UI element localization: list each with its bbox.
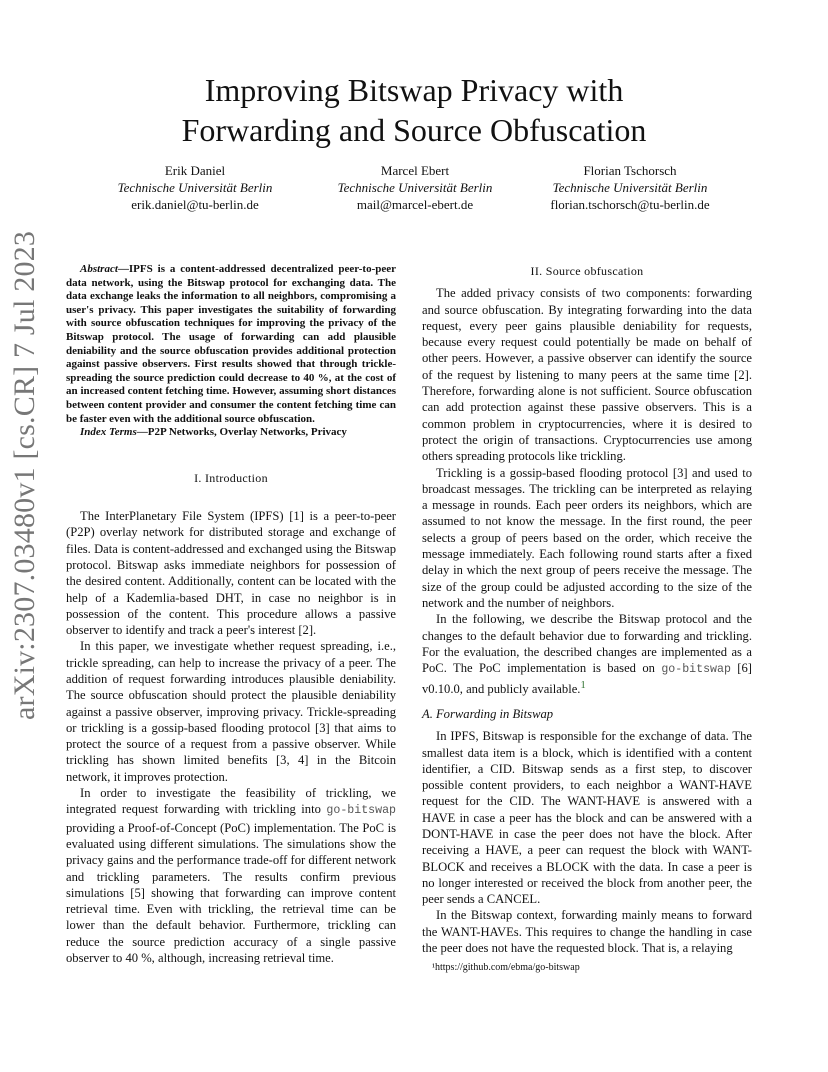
title-line-1: Improving Bitswap Privacy with: [204, 72, 624, 108]
right-column: [422, 263, 752, 956]
index-terms: [66, 426, 396, 440]
arxiv-stamp: arXiv:2307.03480v1 [cs.CR] 7 Jul 2023: [8, 230, 41, 720]
title-line-2: Forwarding and Source Obfuscation: [181, 112, 647, 148]
code-go-bitswap: go-bitswap: [661, 663, 731, 677]
subsection-a-paragraph-1: In IPFS, Bitswap is responsible for the exchange of data. The smallest data item is a block, which is identified with a content identifier, a CID. Bitswap sends as a first step, to discover possible content providers, to each neighbor a WANT-HAVE request for the CID. The WANT-HAVE is answered with a HAVE in case a peer has the block and can be answered with a DONT-HAVE in case the peer does not have the block. After receiving a HAVE, a peer can request the block with WANT-BLOCK and receives a BLOCK with the data. In case a peer is no longer interested or received the block from another peer, the peer sends a CANCEL.: [422, 729, 752, 907]
section-heading-source-obfuscation: II. Source obfuscation: [530, 264, 644, 278]
intro-p3-text-b: providing a Proof-of-Concept (PoC) implementation. The PoC is evaluated using different simulations. The simulations show the privacy gains and the performance trade-off for different network and trickling parameters. The results confirm previous simulations [5] showing that forwarding can improve content retrieval time. Even with trickling, the retrieval time can be lower than the default behavior. Furthermore, trickling can reduce the source prediction accuracy of a single passive observer to 40 %, although, increasing retrieval time.: [66, 820, 396, 966]
author-block-1: [75, 162, 315, 213]
section-heading-introduction: I. Introduction: [194, 470, 268, 485]
abstract-lead: Abstract: [80, 263, 118, 275]
author-block-2: [295, 162, 535, 213]
intro-paragraph-2: In this paper, we investigate whether request spreading, i.e., trickle spreading, can help to increase the privacy of a peer. The addition of request forwarding introduces plausible deniability. The source obfuscation should protect the plausible deniability against a passive observer, improving privacy. Trickle-spreading or trickling is a gossip-based flooding protocol [3] that aims to protect the source of a request from a passive observer. While trickling has shown limited benefits [3, 4] in the Bitcoin network, it improves protection.: [66, 639, 396, 784]
author-affiliation: Technische Universität Berlin: [552, 180, 708, 195]
footnote-marker[interactable]: 1: [580, 680, 586, 692]
author-email: erik.daniel@tu-berlin.de: [131, 197, 259, 212]
subsection-a-paragraph-2: In the Bitswap context, forwarding mainly means to forward the WANT-HAVEs. This requires to change the handling in case the peer does not have the requested block. That is, a relaying: [422, 908, 752, 956]
author-name: Erik Daniel: [164, 163, 226, 178]
left-column: [66, 263, 396, 966]
footnote: ¹https://github.com/ebma/go-bitswap: [432, 962, 580, 973]
subsection-heading-forwarding: A. Forwarding in Bitswap: [422, 706, 554, 721]
author-name: Marcel Ebert: [380, 163, 450, 178]
intro-paragraph-3: [66, 785, 396, 966]
s2p3-text-a: In the following, we describe the Bitswap protocol and the changes to the default behavior due to forwarding and trickling. For the evaluation, the described changes are implemented as a PoC. The PoC implementation is based on: [422, 612, 752, 676]
section2-paragraph-1: The added privacy consists of two components: forwarding and source obfuscation. By integrating forwarding into the data request, every peer gains plausible deniability for requests, because every request could potentially be made on behalf of other peers. However, a passive observer can identify the source of the request by listening to many peers at the same time [2]. Therefore, forwarding alone is not sufficient. Source obfuscation can add protection against these passive observers. This is a common problem in cryptocurrencies, where it is desired to protect the origin of transactions. Cryptocurrencies use among others spreading protocols like trickling.: [422, 286, 752, 464]
author-name: Florian Tschorsch: [583, 163, 677, 178]
author-email: mail@marcel-ebert.de: [356, 197, 474, 212]
abstract: [66, 263, 396, 426]
s2p3-text-b: [6] v0.10.0, and publicly available.: [422, 661, 752, 697]
author-affiliation: Technische Universität Berlin: [117, 180, 273, 195]
index-terms-lead: Index Terms: [80, 426, 137, 439]
section2-paragraph-2: Trickling is a gossip-based flooding protocol [3] and used to broadcast messages. The trickling can be interpreted as relaying a message in rounds. Each peer orders its neighbors, which are assumed to not know the message. In the first round, the peer selects a group of peers based on the order, which receive the message immediately. Each following round starts after a fixed delay in which the next group of peers receive the message. The size of the group could be adjusted according to the size of the network and the number of neighbors.: [422, 465, 752, 610]
intro-p3-text-a: In order to investigate the feasibility of trickling, we integrated request forwarding with trickling into: [66, 786, 396, 817]
intro-paragraph-1: The InterPlanetary File System (IPFS) [1] is a peer-to-peer (P2P) overlay network for distributed storage and exchange of files. Data is content-addressed and exchanged using the Bitswap protocol. Bitswap asks immediate neighbors for possession of the desired content. Additionally, content can be located with the help of a Kademlia-based DHT, in case no neighbor is in possession of the content. This procedure allows a passive observer to identify and track a peer's interest [2].: [66, 509, 396, 638]
author-block-3: [510, 162, 750, 213]
abstract-text: —IPFS is a content-addressed decentralized peer-to-peer data network, using the Bitswap protocol for exchanging data. The data exchange leaks the information to all neighbors, compromising a user's privacy. This paper investigates the suitability of forwarding with source obfuscation techniques for improving the privacy of the Bitswap protocol. The usage of forwarding can add plausible deniability and the source obfuscation provides additional protection against passive observers. First results showed that through trickle-spreading the source prediction could decrease to 40 %, at the cost of an increased content fetching time. However, assuming short distances between content provider and consumer the content fetching time can be faster even with the additional source obfuscation.: [66, 263, 396, 425]
author-email: florian.tschorsch@tu-berlin.de: [550, 197, 710, 212]
author-affiliation: Technische Universität Berlin: [337, 180, 493, 195]
index-terms-text: —P2P Networks, Overlay Networks, Privacy: [136, 426, 347, 439]
code-go-bitswap: go-bitswap: [326, 804, 396, 818]
section2-paragraph-3: [422, 611, 752, 698]
paper-title: [0, 70, 828, 150]
